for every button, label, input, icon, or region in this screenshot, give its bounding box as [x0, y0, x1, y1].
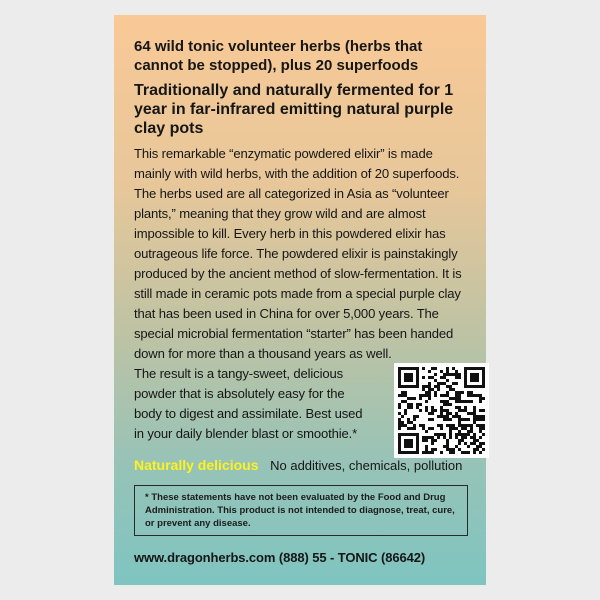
heading-herbs: 64 wild tonic volunteer herbs (herbs that cannot be stopped), plus 20 superfoods: [134, 38, 423, 74]
qr-code-icon[interactable]: [394, 363, 489, 458]
fda-disclaimer-box: * These statements have not been evaluated by the Food and Drug Administration. This product is not intended to diagnose, treat, cure, or prevent any disease.: [134, 485, 468, 536]
label-panel: [114, 15, 486, 585]
naturally-delicious-desc: No additives, chemicals, pollution: [270, 458, 463, 473]
naturally-delicious-label: Naturally delicious: [134, 457, 259, 473]
heading-fermented: Traditionally and naturally fermented for 1 year in far-infrared emitting natural purple clay pots: [134, 82, 454, 137]
result-section: [134, 364, 468, 444]
result-paragraph: The result is a tangy-sweet, delicious powder that is absolutely easy for the body to digest and assimilate. Best used in your daily blender blast or smoothie.*: [134, 366, 363, 441]
description-paragraph: This remarkable “enzymatic powdered elixir” is made mainly with wild herbs, with the addition of 20 superfoods. The herbs used are all categorized in Asia as “volunteer plants,” meaning that they grow wild and are almost impossible to kill. Every herb in this powdered elixir has outrageous life force. The powdered elixir is painstakingly produced by the ancient method of slow-fermentation. It is still made in ceramic pots made from a special purple clay that has been used in China for over 5,000 years. The special microbial fermentation “starter” has been handed down for more than a thousand years as well.: [134, 146, 462, 361]
contact-footer: www.dragonherbs.com (888) 55 - TONIC (86642): [134, 550, 426, 565]
